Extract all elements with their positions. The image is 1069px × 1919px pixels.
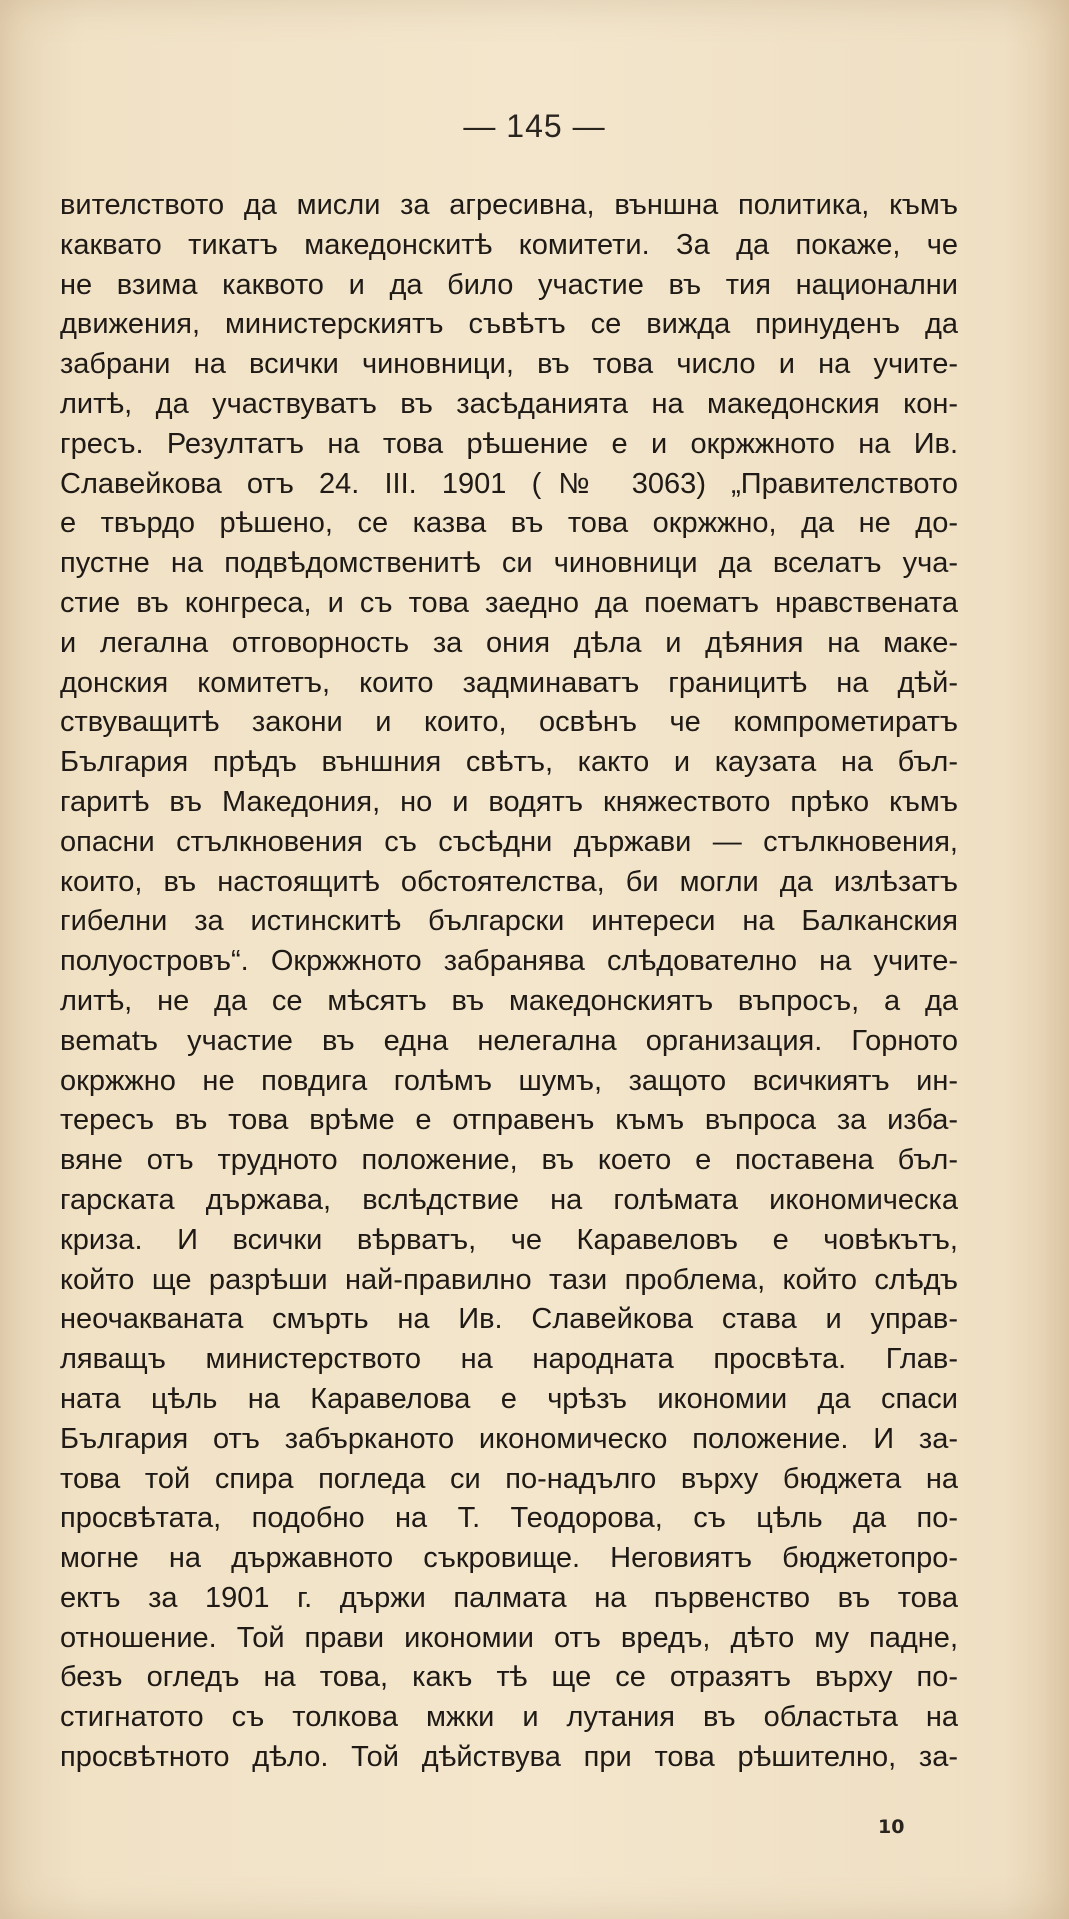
text-line: могне на държавното съкровище. Неговиятъ бюджетопро- [60, 1542, 958, 1575]
text-line: ектъ за 1901 г. държи палмата на първенство въ това [60, 1581, 958, 1614]
text-line: литѣ, не да се мѣсятъ въ македонскиятъ въпросъ, а да [60, 984, 958, 1017]
text-line: който ще разрѣши най-правилно тази проблема, който слѣдъ [60, 1263, 958, 1296]
text-line: Славейкова отъ 24. III. 1901 (№ 3063) „Правителството [60, 467, 958, 500]
text-line: забрани на всички чиновници, въ това число и на учите- [60, 348, 958, 381]
text-line: това той спира погледа си по-надълго върху бюджета на [60, 1462, 958, 1495]
text-line: гресъ. Резултатъ на това рѣшение е и окржжното на Ив. [60, 427, 958, 460]
text-line: стигнатото съ толкова мжки и лутания въ областьта на [60, 1701, 958, 1734]
text-line: неочакваната смърть на Ив. Славейкова става и управ- [60, 1303, 958, 1336]
body-text [60, 186, 958, 1778]
text-line: е твърдо рѣшено, се казва въ това окржжно, да не до- [60, 507, 958, 540]
text-line: отношение. Той прави икономии отъ вредъ, дѣто му падне, [60, 1621, 958, 1654]
text-line: България прѣдъ външния свѣтъ, както и каузата на бъл- [60, 746, 958, 779]
text-line: полуостровъ“. Окржжното забранява слѣдователно на учите- [60, 945, 958, 978]
text-line: ствуващитѣ закони и които, освѣнъ че компрометиратъ [60, 706, 958, 739]
text-line: гарската държава, вслѣдствие на голѣмата икономическа [60, 1183, 958, 1216]
text-line: ляващъ министерството на народната просвѣта. Глав- [60, 1343, 958, 1376]
text-line: литѣ, да участвуватъ въ засѣданията на македонския кон- [60, 387, 958, 420]
page-number: — 145 — [463, 108, 606, 144]
text-line: не взима каквото и да било участие въ тия национални [60, 268, 958, 301]
text-line: опасни стълкновения съ съсѣдни държави — стълкновения, [60, 825, 958, 858]
text-line: просвѣтата, подобно на Т. Теодорова, съ цѣль да по- [60, 1502, 958, 1535]
text-line: ната цѣль на Каравелова е чрѣзъ икономии да спаси [60, 1382, 958, 1415]
text-line: вematъ участие въ една нелегална организация. Горното [60, 1024, 958, 1057]
text-line: окржжно не повдига голѣмъ шумъ, защото всичкиятъ ин- [60, 1064, 958, 1097]
text-line: вяне отъ трудното положение, въ което е поставена бъл- [60, 1144, 958, 1177]
text-line: криза. И всички вѣрватъ, че Каравеловъ е човѣкътъ, [60, 1223, 958, 1256]
text-line: вителството да мисли за агресивна, външна политика, къмъ [60, 189, 958, 221]
text-line: каквато тикатъ македонскитѣ комитети. За да покаже, че [60, 228, 958, 261]
text-line: и легална отговорность за ония дѣла и дѣяния на маке- [60, 626, 958, 659]
text-line: гибелни за истинскитѣ български интереси на Балканския [60, 905, 958, 938]
text-line: пустне на подвѣдомственитѣ си чиновници да вселатъ уча- [60, 547, 958, 580]
text-line: просвѣтното дѣло. Той дѣйствува при това рѣшително, за- [60, 1741, 958, 1774]
signature-mark: 10 [878, 1816, 905, 1838]
text-line: гаритѣ въ Македония, но и водятъ княжеството прѣко къмъ [60, 785, 958, 818]
text-line: движения, министерскиятъ съвѣтъ се вижда принуденъ да [60, 308, 958, 341]
text-line: стие въ конгреса, и съ това заедно да поематъ нравствената [60, 586, 958, 619]
text-line: донския комитетъ, които задминаватъ границитѣ на дѣй- [60, 666, 958, 699]
text-line: тересъ въ това врѣме е отправенъ къмъ въпроса за изба- [60, 1104, 958, 1137]
text-line: безъ огледъ на това, какъ тѣ ще се отразятъ върху по- [60, 1661, 958, 1694]
text-line: България отъ забърканото икономическо положение. И за- [60, 1422, 958, 1455]
text-line: които, въ настоящитѣ обстоятелства, би могли да излѣзатъ [60, 865, 958, 898]
